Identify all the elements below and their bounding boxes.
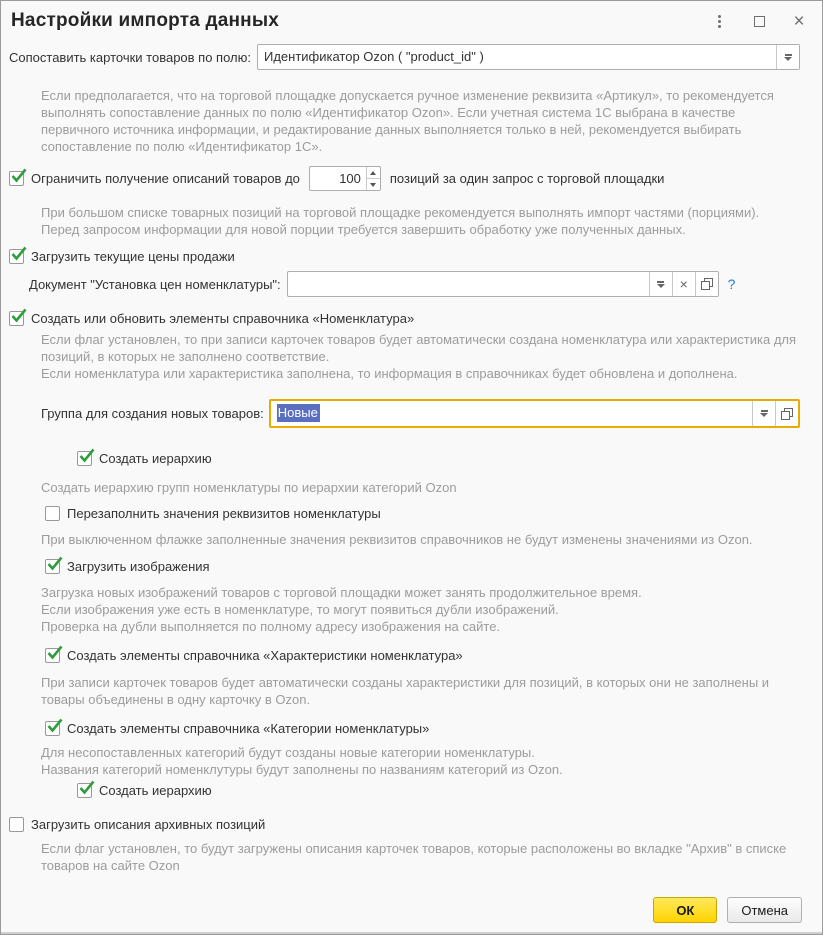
footer-buttons [653, 897, 802, 923]
price-document-label: Документ "Установка цен номенклатуры": [29, 276, 281, 292]
window-controls [710, 12, 808, 30]
new-goods-group-open-button[interactable] [775, 401, 798, 426]
hint-line: Если номенклатура или характеристика заполнена, то информация в справочниках будет обновлена и дополнена. [41, 366, 738, 381]
limit-count-value[interactable]: 100 [339, 171, 361, 186]
match-field-value[interactable]: Идентификатор Ozon ( "product_id" ) [264, 49, 484, 64]
titlebar [1, 1, 822, 39]
match-field-dropdown-button[interactable] [776, 45, 799, 69]
hint-line: Загрузка новых изображений товаров с торговой площадки может занять продолжительное время. [41, 585, 642, 600]
prices-label[interactable]: Загрузить текущие цены продажи [31, 249, 235, 264]
images-row [45, 559, 800, 574]
dialog-body [1, 44, 822, 874]
archive-label[interactable]: Загрузить описания архивных позиций [31, 817, 266, 832]
close-button[interactable] [790, 12, 808, 30]
limit-count-stepper[interactable] [309, 166, 381, 191]
categories-checkbox[interactable] [45, 721, 60, 736]
price-document-clear-button[interactable] [672, 272, 695, 296]
maximize-icon [754, 16, 765, 27]
price-document-field[interactable] [287, 271, 719, 297]
chevron-down-icon [657, 281, 665, 288]
spinner [366, 167, 380, 190]
hierarchy-hint: Создать иерархию групп номенклатуры по иерархии категорий Ozon [41, 480, 457, 495]
new-goods-group-label: Группа для создания новых товаров: [41, 406, 264, 421]
categories-hint [41, 744, 800, 778]
new-goods-group-value[interactable] [271, 401, 752, 426]
ok-button[interactable]: ОК [653, 897, 717, 923]
spinner-up-button[interactable] [367, 167, 380, 178]
close-icon: × [793, 10, 805, 32]
nomenclature-checkbox[interactable] [9, 311, 24, 326]
help-link[interactable]: ? [727, 276, 736, 292]
spinner-down-button[interactable] [367, 178, 380, 190]
hint-line: Перед запросом информации для новой порции требуется завершить обработку уже полученных данных. [41, 222, 686, 237]
prices-checkbox[interactable] [9, 249, 24, 264]
limit-checkbox[interactable] [9, 171, 24, 186]
categories-label[interactable]: Создать элементы справочника «Категории номенклатуры» [67, 721, 430, 736]
archive-row [9, 817, 800, 832]
images-checkbox[interactable] [45, 559, 60, 574]
refill-row [45, 506, 800, 521]
limit-label-before[interactable]: Ограничить получение описаний товаров до [31, 171, 300, 186]
limit-hint [41, 204, 800, 238]
price-document-dropdown-button[interactable] [649, 272, 672, 296]
hierarchy-row [77, 451, 800, 466]
hint-line: При большом списке товарных позиций на торговой площадке рекомендуется выполнять импорт частями (порциями). [41, 205, 760, 220]
limit-row [9, 166, 800, 191]
chevron-down-icon [784, 54, 792, 61]
kebab-icon [718, 15, 721, 28]
open-in-window-icon [781, 408, 793, 420]
refill-label[interactable]: Перезаполнить значения реквизитов номенклатуры [67, 506, 381, 521]
new-goods-group-row [41, 399, 800, 428]
categories-hierarchy-label[interactable]: Создать иерархию [99, 783, 212, 798]
hierarchy-label[interactable]: Создать иерархию [99, 451, 212, 466]
hint-line: Проверка на дубли выполняется по полному адресу изображения на сайте. [41, 619, 501, 634]
price-document-open-button[interactable] [695, 272, 718, 296]
archive-checkbox[interactable] [9, 817, 24, 832]
chevron-down-icon [760, 410, 768, 417]
cancel-button[interactable]: Отмена [727, 897, 802, 923]
hint-line: Если изображения уже есть в номенклатуре, то могут появиться дубли изображений. [41, 602, 559, 617]
selected-text: Новые [277, 405, 318, 420]
hierarchy-checkbox[interactable] [77, 451, 92, 466]
match-field-combobox[interactable] [257, 44, 800, 70]
refill-hint: При выключенном флажке заполненные значения реквизитов справочников не будут изменены значениями из Ozon. [41, 532, 753, 547]
price-document-row [29, 271, 800, 297]
open-in-window-icon [701, 278, 713, 290]
match-field-hint: Если предполагается, что на торговой площадке допускается ручное изменение реквизита «Артикул», то рекомендуется выполнять сопоставление данных по полю «Идентификатор Ozon». Если учетная система 1С выбрана в качестве первичного источника информации, и редактирование данных выполняется только в ней, рекомендуется выбирать сопоставление по полю «Идентификатор 1С». [41, 88, 774, 154]
archive-hint: Если флаг установлен, то будут загружены описания карточек товаров, которые расположены во вкладке "Архив" в списке товаров на сайте Ozon [41, 841, 787, 873]
images-hint [41, 584, 800, 635]
hint-line: Для несопоставленных категорий будут созданы новые категории номенклатуры. [41, 745, 535, 760]
dialog-title: Настройки импорта данных [11, 10, 280, 31]
nomenclature-label[interactable]: Создать или обновить элементы справочника «Номенклатура» [31, 311, 415, 326]
images-label[interactable]: Загрузить изображения [67, 559, 210, 574]
clear-icon: × [679, 276, 688, 292]
match-field-label: Сопоставить карточки товаров по полю: [9, 49, 251, 65]
characteristics-label[interactable]: Создать элементы справочника «Характеристики номенклатура» [67, 648, 463, 663]
nomenclature-row [9, 311, 800, 326]
arrow-up-icon [370, 171, 376, 175]
maximize-button[interactable] [750, 12, 768, 30]
price-document-value[interactable] [288, 272, 649, 296]
categories-row [45, 721, 800, 736]
new-goods-group-field[interactable] [269, 399, 800, 428]
hint-line: Если флаг установлен, то при записи карточек товаров будет автоматически создана номенклатура или характеристика для позиций, в которых не заполнено соответствие. [41, 332, 797, 364]
categories-hierarchy-checkbox[interactable] [77, 783, 92, 798]
match-field-row [9, 44, 800, 70]
characteristics-hint: При записи карточек товаров будет автоматически созданы характеристики для позиций, в которых они не заполнены и товары объединены в одну карточку в Ozon. [41, 675, 770, 707]
new-goods-group-dropdown-button[interactable] [752, 401, 775, 426]
characteristics-row [45, 648, 800, 663]
characteristics-checkbox[interactable] [45, 648, 60, 663]
categories-hierarchy-row [77, 783, 800, 798]
refill-checkbox[interactable] [45, 506, 60, 521]
more-menu-icon[interactable] [710, 12, 728, 30]
hint-line: Названия категорий номенклутуры будут заполнены по названиям категорий из Ozon. [41, 762, 563, 777]
arrow-down-icon [370, 183, 376, 187]
prices-row [9, 249, 800, 264]
nomenclature-hint [41, 331, 800, 382]
limit-label-after: позиций за один запрос с торговой площадки [389, 171, 665, 186]
